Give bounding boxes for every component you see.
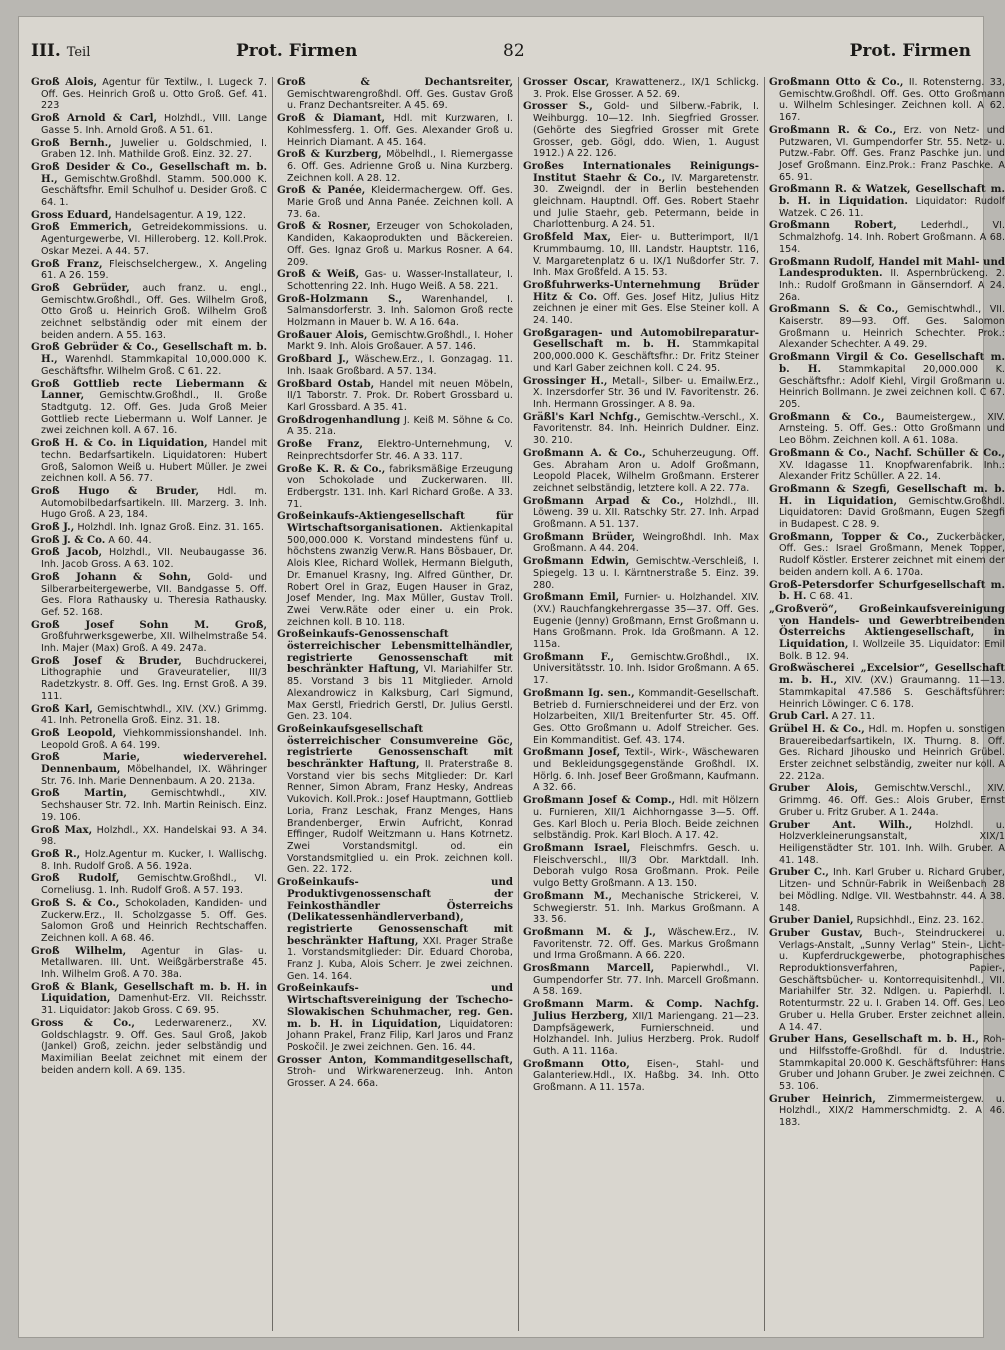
firm-details: J. Keiß M. Söhne & Co. A 35. 21a. [287,414,513,438]
directory-entry [277,354,513,377]
firm-details: Viehkommissionshandel. Inh. Leopold Groß. A 64. 199. [41,727,267,751]
firm-details: II. Rotensterng. 33, Gemischtw.Großhdl. Off. Ges. Otto Großmann u. Wilhelm Schlesinger. Zeichnen koll. A 62. 167. [779,77,1005,124]
firm-name: Großeinkaufs- und Produktivgenossenschaft der Feinkosthändler Österreichs (Delikatessenhändlerverband), registrierte Genossenschaft mit beschränkter Haftung, [277,876,513,947]
firm-name: Große Franz, [277,438,363,451]
firm-name: Grosser Oscar, [523,76,610,88]
firm-details: A 60. 44. [108,534,152,546]
firm-name: Groß Rudolf, [31,872,120,885]
firm-name: Groß Leopold, [31,726,117,739]
firm-details: Gemischtw.-Verschleiß, I. Spiegelg. 13 u. I. Kärntnerstraße 5. Einz. 39. 280. [533,556,759,591]
firm-name: Groß Marie, wiederverehel. Dennenbaum, [31,751,267,776]
directory-entry [277,269,513,292]
directory-entry [523,232,759,279]
firm-name: Großmann M., [523,889,612,902]
directory-entry [523,688,759,747]
firm-name: Große K. R. & Co., [277,462,386,475]
directory-entry [523,101,759,160]
directory-entry [769,711,1005,723]
directory-entry [769,77,1005,124]
firm-details: IV. Margaretenstr. 30. Zweigndl. der in Berlin bestehenden gleichnam. Hauptndl. Off. Ges. Robert Staehr und Julie Staehr, geb. Petermann, beide in Charlottenburg. A 24. 51. [533,172,759,231]
firm-name: Gruber Ant. Wilh., [769,818,913,831]
firm-details: Gemischtwhdl., XIV. Sechshauser Str. 72. Inh. Martin Reinisch. Einz. 19. 106. [41,788,267,823]
firm-details: Rupsichhdl., Einz. 23. 162. [856,915,984,927]
firm-name: Großmann A. & Co., [523,446,646,459]
firm-details: Aktienkapital 500,000.000 K. Vorstand mindestens fünf u. höchstens zwanzig Verw.R. Hans Bösbauer, Dr. Alois Klee, Richard Wollek, Hermann Bielguth, Dr. Emanuel Krasny, Ing. Alfred Günther, Dr. Robert Orel in Graz, Eugen Hauser in Graz, Josef Mender, Ing. Max Müller, Gustav Troll. Zwei Verw.Räte oder einer u. ein Prok. zeichnen koll. B 10. 118. [287,523,513,628]
firm-details: Elektro-Unternehmung, V. Reinprechtsdorfer Str. 46. A 33. 117. [287,439,513,462]
firm-name: Groß J. & Co. [31,533,106,546]
firm-name: Großmann Edwin, [523,555,630,568]
directory-entry [31,788,267,823]
directory-entry [523,280,759,327]
firm-details: Buchdruckerei, Lithographie und Graveuratelier, III/3 Radetzkystr. 8. Off. Ges. Ing. Ernst Groß. A 39. 111. [41,655,267,702]
directory-entry [31,222,267,257]
firm-details: Holzhdl. u. Holzverkleinerungsanstalt, XIX/1 Heiligenstädter Str. 101. Inh. Wilh. Gruber. A 41. 148. [779,819,1005,866]
firm-details: Großfuhrwerksgewerbe, XII. Wilhelmstraße 54. Inh. Majer (Max) Groß. A 49. 247a. [41,631,267,655]
directory-entry [523,376,759,411]
column-rule [272,77,273,1331]
firm-details: Holzhdl., VII. Neubaugasse 36. Inh. Jacob Gross. A 63. 102. [41,547,267,571]
firm-name: Großmann Josef, [523,746,621,759]
firm-name: Groß Josef Sohn M. Groß, [31,618,267,631]
directory-entry [31,486,267,521]
firm-details: Getreidekommissions. u. Agenturgewerbe, VI. Hilleroberg. 12. Koll.Prok. Oskar Mezei. A 44. 57. [41,222,267,257]
firm-name: Groß R., [31,848,81,860]
firm-details: Liquidator: Rudolf Watzek. C 26. 11. [779,196,1005,219]
directory-entry [523,328,759,375]
firm-name: Großmann Otto, [523,1057,630,1070]
firm-details: VI. Mariahilfer Str. 85. Vorstand 3 bis 11 Mitglieder. Arnold Alexandrowicz in Kalksburg, Carl Sigmund, Max Gerstl, Friedrich Gerstl, Dr. Julius Gerstl. Gen. 23. 104. [287,664,513,723]
directory-entry [769,783,1005,818]
firm-name: Großmann R. & Watzek, Gesellschaft m. b. H. in Liquidation. [769,183,1005,208]
firm-name: Großfeld Max, [523,231,611,244]
directory-entry [277,185,513,220]
directory-entry [523,795,759,842]
firm-details: Warenhandel, I. Salmansdorferstr. 3. Inh. Salomon Groß recte Holzmann in Mauer b. W. A 16. 64a. [287,293,513,329]
directory-entry [523,927,759,962]
firm-details: Wäschew.Erz., IV. Favoritenstr. 72. Off. Ges. Markus Großmann und Irma Großmann. A 66. 220. [533,926,759,962]
firm-name: Groß J., [31,521,75,534]
firm-name: Großeinkaufs- und Wirtschaftsvereinigung der Tschecho-Slowakischen Schuhmacher, reg. Gen. m. b. H. in Liquidation, [277,982,513,1030]
firm-details: Stammkapital 200,000.000 K. Geschäftsfhr.: Dr. Fritz Steiner und Karl Gaber zeichnen koll. C 24. 95. [533,339,759,374]
firm-details: Warenhdl. Stammkapital 10,000.000 K. Geschäftsfhr. Wilhelm Groß. C 61. 22. [41,354,267,377]
directory-entry [277,77,513,112]
directory-entry [769,304,1005,351]
column-1 [31,77,267,1331]
entry-columns [31,76,1005,1331]
directory-entry [31,547,267,570]
firm-details: Textil-, Wirk-, Wäschewaren und Bekleidungsgegenstände Großhdl. IX. Hörlg. 6. Inh. Josef Beer Großmann, Kaufmann. A 32. 66. [533,747,759,794]
firm-details: Erz. von Netz- und Putzwaren, VI. Gumpendorfer Str. 55. Netz- u. Putzw.-Fabr. Off. Ges. Franz Paschke jun. und Josef Großmann. Einz.Prok.: Franz Paschke. A 65. 91. [779,124,1005,183]
directory-entry [523,412,759,447]
firm-name: Groß & Dechantsreiter, [277,76,513,88]
firm-details: Juwelier u. Goldschmied, I. Graben 12. Inh. Mathilde Groß. Einz. 32. 27. [41,137,267,161]
firm-name: Großeinkaufs-Aktiengesellschaft für Wirtschaftsorganisationen. [277,510,513,535]
firm-details: A 27. 11. [831,711,875,723]
firm-details: XV. Idagasse 11. Knopfwarenfabrik. Inh.: Alexander Fritz Schüller. A 22. 14. [779,459,1005,483]
directory-entry [769,820,1005,867]
directory-entry [769,448,1005,483]
firm-details: Gemischtw.Großhdl., II. Große Stadtgutg. 12. Off. Ges. Juda Groß Meier Gottlieb recte Liebermann u. Wolf Lanner. Je zwei zeichnen koll. A 67. 16. [41,390,267,437]
firm-details: Holzhdl., XX. Handelskai 93. A 34. 98. [41,824,267,848]
firm-name: Groß Alois, [31,76,98,88]
directory-entry [31,898,267,945]
firm-details: Mechanische Strickerei, V. Schwegierstr. 51. Inh. Markus Großmann. A 33. 56. [533,890,759,926]
firm-details: Möbelhdl., I. Riemergasse 6. Off. Ges. Adrienne Groß u. Nina Kurzberg. Zeichnen koll. A 28. 12. [287,149,513,184]
firm-name: Großmann Emil, [523,591,620,604]
directory-entry [769,867,1005,914]
firm-name: Großmann Robert, [769,219,897,232]
directory-entry [31,656,267,703]
firm-details: Gemischtw.-Verschl., X. Favoritenstr. 84. Inh. Heinrich Duldner. Einz. 30. 210. [533,411,759,447]
firm-name: Groß & Blank, Gesellschaft m. b. H. in Liquidation, [31,980,267,1005]
firm-name: Großmann F., [523,650,615,663]
directory-entry [31,620,267,655]
directory-entry [523,652,759,687]
firm-details: Fleischselchergew., X. Angeling 61. A 26. 159. [41,258,267,282]
directory-entry [277,464,513,511]
firm-details: I. Wollzeile 35. Liquidator: Emil Bolk. B 12. 94. [779,639,1005,662]
directory-entry [31,825,267,848]
firm-details: Holz.Agentur m. Kucker, I. Wallischg. 8. Inh. Rudolf Groß. A 56. 192a. [41,849,267,872]
firm-name: Groß & Rosner, [277,220,371,233]
firm-details: Lederwarenerz., XV. Goldschlagstr. 9. Off. Ges. Saul Groß, Jakob (Jankel) Groß, zeichn. jeder selbständig und Maximilian Beelat zeichnet mit einem der beiden andern koll. A 69. 135. [41,1017,267,1076]
firm-name: Großdrogenhandlung [277,413,401,426]
firm-details: Eier- u. Butterimport, II/1 Krummbaumg. 10, III. Landstr. Hauptstr. 116, V. Margaretenplatz 6 u. IX/1 Nußdorfer Str. 7. Inh. Max Großfeld. A 15. 53. [533,232,759,279]
section-label [31,41,90,61]
firm-name: Groß-Holzmann S., [277,292,403,305]
firm-name: Großmann Rudolf, Handel mit Mahl- und Landesprodukten. [769,255,1005,280]
firm-details: Stammkapital 20,000.000 K. Geschäftsfhr.: Adolf Kiehl, Virgil Großmann u. Heinrich Bollmann. Je zwei zeichnen koll. C 67. 205. [779,363,1005,410]
firm-details: Kommandit-Gesellschaft. Betrieb d. Furnierschneiderei und der Erz. von Holzarbeiten, XII/1 Breitenfurter Str. 45. Off. Ges. Otto Großmann u. Adolf Streicher. Ges. Ein Kommanditist. Gef. 43. 174. [533,687,759,746]
firm-details: Gemischtwhdl., XIV. (XV.) Grimmg. 41. Inh. Petronella Groß. Einz. 31. 18. [41,703,267,727]
directory-entry [769,484,1005,531]
directory-entry [31,728,267,751]
firm-name: Groß S. & Co., [31,896,120,909]
firm-name: Groß Wilhelm, [31,944,127,957]
directory-entry [769,580,1005,603]
firm-details: Handelsagentur. A 19, 122. [114,209,246,221]
directory-entry [769,928,1005,1033]
firm-details: Gemischtw.Großhdl. Stamm. 500.000 K. Geschäftsfhr. Emil Schulhof u. Desider Groß. C 64. 1. [41,173,267,209]
directory-entry [769,257,1005,304]
firm-name: Gruber Heinrich, [769,1092,876,1105]
firm-name: Groß & Kurzberg, [277,148,382,161]
directory-entry [31,283,267,342]
firm-name: Großmann Virgil & Co. Gesellschaft m. b. H. [769,351,1005,375]
firm-name: Groß Josef & Bruder, [31,654,182,667]
directory-entry [277,294,513,329]
firm-details: Gold- und Silberw.-Fabrik, I. Weihburgg. 10—12. Inh. Siegfried Grosser. (Gehörte des Siegfried Grosser mit Grete Grosser, geb. Gögl, ddo. Wien, 1. August 1912.) A 22. 126. [533,101,759,160]
directory-entry [31,704,267,727]
firm-name: Grosßmann Marcell, [523,962,655,975]
firm-name: Großmann S. & Co., [769,303,899,316]
firm-details: Kleidermachergew. Off. Ges. Marie Groß und Anna Panée. Zeichnen koll. A 73. 6a. [287,185,513,220]
firm-name: Groß Johann & Sohn, [31,570,192,583]
directory-entry [31,77,267,112]
running-title-left: Prot. Firmen [236,41,358,61]
firm-name: Gross Eduard, [31,208,112,221]
firm-name: Großauer Alois, [277,328,368,341]
directory-entry [277,221,513,268]
directory-entry [277,511,513,628]
firm-name: Großmann & Szegfi, Gesellschaft m. b. H. in Liquidation, [769,482,1005,507]
directory-entry [31,752,267,787]
column-2 [277,77,513,1331]
firm-name: Groß & Panée, [277,184,366,197]
firm-details: Wäschew.Erz., I. Gonzagag. 11. Inh. Isaak Großbard. A 57. 134. [287,354,513,377]
directory-entry [31,379,267,438]
firm-name: Groß Bernh., [31,136,112,149]
firm-name: Groß Hugo & Bruder, [31,484,200,497]
firm-details: Fleischmfrs. Gesch. u. Fleischverschl., III/3 Obr. Marktdall. Inh. Deborah vulgo Rosa Großmann. Prok. Peile vulgo Betty Großmann. A 13. 150. [533,843,759,890]
firm-details: auch franz. u. engl., Gemischtw.Großhdl., Off. Ges. Wilhelm Groß, Otto Groß u. Heinrich Groß. Wilhelm Groß zeichnet selbständig oder mit einem der beiden andern. A 55. 163. [41,282,267,341]
firm-details: Gemischtw.Großhdl. Liquidatoren: David Großmann, Eugen Szegfi in Budapest. C 28. 9. [779,495,1005,531]
firm-details: Gold- und Silberarbeitergewerbe, VII. Bandgasse 5. Off. Ges. Flora Rathausky u. Theresia Rathausky. Gef. 52. 168. [41,571,267,618]
firm-details: Erzeuger von Schokoladen, Kandiden, Kakaoprodukten und Bäckereien. Off. Ges. Ignaz Groß u. Markus Rosner. A 64. 209. [287,221,513,268]
directory-entry [523,747,759,794]
firm-name: Groß Karl, [31,702,93,715]
directory-entry [31,849,267,872]
directory-entry [277,330,513,353]
section-word: Teil [66,45,91,60]
firm-details: Zimmermeistergew. u. Holzhdl., XIX/2 Hammerschmidtg. 2. A 46. 183. [779,1093,1005,1129]
firm-name: Großmann Otto & Co., [769,76,904,88]
firm-name: Groß Franz, [31,257,103,270]
firm-details: XXI. Prager Straße 1. Vorstandsmitglieder: Dir. Eduard Choroba, Franz J. Kuba, Alois Scherr. Je zwei zeichnen. Gen. 14. 164. [287,935,513,982]
column-3 [523,77,759,1331]
directory-entry [769,184,1005,219]
firm-name: Großmann Brüder, [523,530,636,543]
firm-details: Agentur in Glas- u. Metallwaren. III. Unt. Weißgärberstraße 45. Inh. Wilhelm Groß. A 70. 38a. [41,945,267,981]
firm-details: Gemischtwarengroßhdl. Off. Ges. Gustav Groß u. Franz Dechantsreiter. A 45. 69. [287,88,513,112]
firm-name: Großmann & Co., Nachf. Schüller & Co., [769,446,1005,459]
directory-entry [277,415,513,438]
firm-details: Gemischtw.Großhdl., IX. Universitätsstr. 10. Inh. Isidor Großmann. A 65. 17. [533,651,759,687]
firm-details: Gemischtw.Großhdl., VI. Corneliusg. 1. Inh. Rudolf Groß. A 57. 193. [41,873,267,897]
firm-details: Roh- und Hilfsstoffe-Großhdl. für d. Industrie. Stammkapital 20.000 K. Geschäftsführer: Hans Gruber und Johann Gruber. Je zwei zeichnen. C 53. 106. [779,1034,1005,1093]
firm-details: XII/1 Mariengang. 21—23. Dampfsägewerk, Furnierschneid. und Holzhandel. Inh. Julius Herzberg. Prok. Rudolf Guth. A 11. 116a. [533,1010,759,1057]
directory-entry [277,113,513,148]
directory-entry [277,724,513,876]
firm-details: Holzhdl., III. Löweng. 39 u. XII. Ratschky Str. 27. Inh. Arpad Großmann. A 51. 137. [533,495,759,531]
directory-entry [31,572,267,619]
firm-name: Großmann Marm. & Comp. Nachfg. Julius Herzberg, [523,998,759,1022]
directory-entry [277,983,513,1053]
directory-entry [769,412,1005,447]
firm-details: Gemischtw.Verschl., XIV. Grimmg. 46. Off. Ges.: Alois Gruber, Ernst Gruber u. Fritz Gruber. A 1. 244a. [779,783,1005,818]
firm-name: Groß H. & Co. in Liquidation, [31,437,208,450]
firm-name: Gruber C., [769,866,829,879]
directory-entry [523,891,759,926]
firm-name: Großmann Arpad & Co., [523,494,684,507]
firm-details: Möbelhandel, IX. Währinger Str. 76. Inh. Marie Dennenbaum. A 20. 213a. [41,764,267,787]
firm-details: Hdl. mit Hölzern u. Furnieren, XII/1 Aichhorngasse 3—5. Off. Ges. Karl Bloch u. Peria Bloch. Beide zeichnen selbständig. Prok. Karl Bloch. A 17. 42. [533,795,759,842]
directory-entry [277,629,513,723]
firm-details: Baumeistergew., XIV. Arnsteing. 5. Off. Ges.: Otto Großmann und Leo Böhm. Zeichnen koll. A 61. 108a. [779,411,1005,447]
firm-name: Groß Arnold & Carl, [31,112,158,125]
firm-details: Papierwhdl., VI. Gumpendorfer Str. 77. Inh. Marcell Großmann. A 58. 169. [533,963,759,998]
firm-name: Großmann & Co., [769,410,885,423]
firm-details: Liquidatoren: Johann Prakel, Franz Filip, Karl Jaros und Franz Poskočil. Je zwei zeichnen. Gen. 16. 44. [287,1018,513,1053]
firm-details: Agentur für Textilw., I. Lugeck 7. Off. Ges. Heinrich Groß u. Otto Groß. Gef. 41. 223 [41,77,268,112]
firm-details: fabriksmäßige Erzeugung von Schokolade und Zuckerwaren. III. Erdbergstr. 131. Inh. Karl Richard Große. A 33. 71. [287,463,513,510]
firm-details: Handel mit techn. Bedarfsartikeln. Liquidatoren: Hubert Groß, Salomon Weiß u. Hubert Müller. Je zwei zeichnen koll. A 56. 77. [41,438,267,485]
firm-name: Gruber Gustav, [769,926,863,939]
firm-name: Groß Gebrüder, [31,281,130,294]
directory-page [18,16,1005,1338]
firm-name: Großeinkaufs-Genossenschaft österreichischer Lebensmittelhändler, registrierte Genossenschaft mit beschränkter Haftung, [277,628,513,676]
directory-entry [277,439,513,462]
firm-name: „Großverö“, Großeinkaufsvereinigung von Handels- und Gewerbtreibenden Österreichs Aktiengesellschaft, in Liquidation, [769,602,1005,651]
directory-entry [769,604,1005,663]
firm-name: Großmann Josef & Comp., [523,794,676,807]
directory-entry [31,535,267,547]
directory-entry [31,210,267,222]
directory-entry [769,724,1005,783]
firm-name: Grosser Anton, Kommanditgesellschaft, [277,1053,513,1066]
firm-details: Eisen-, Stahl- und Galanteriew.Hdl., IX. Haßbg. 34. Inh. Otto Großmann. A 11. 157a. [533,1058,759,1094]
firm-details: Schokoladen, Kandiden- und Zuckerw.Erz., II. Scholzgasse 5. Off. Ges. Salomon Groß und Heinrich Rechtschaffen. Zeichnen koll. A 68. 46. [41,897,267,944]
directory-entry [769,915,1005,927]
directory-entry [31,982,267,1017]
running-title-right: Prot. Firmen [849,41,971,61]
firm-details: Inh. Karl Gruber u. Richard Gruber, Litzen- und Schnür-Fabrik in Weißenbach 28 bei Mödling. Ndlge. VII. Westbahnstr. 44. A 38. 148. [779,867,1005,914]
directory-entry [523,999,759,1058]
firm-details: Holzhdl., VIII. Lange Gasse 5. Inh. Arnold Groß. A 51. 61. [41,113,267,136]
firm-details: Hdl. m. Hopfen u. sonstigen Brauereibedarfsartikeln, IX. Thurng. 8. Off. Ges. Richard Jihousko und Heinrich Grübel. Erster zeichnet selbständig, zweiter nur koll. A 22. 212a. [779,723,1005,782]
firm-name: Groß Gottlieb recte Liebermann & Lanner, [31,377,267,402]
column-4 [769,77,1005,1331]
firm-name: Gross & Co., [31,1016,135,1029]
section-numeral: III. [31,41,61,61]
directory-entry [277,379,513,414]
directory-entry [277,877,513,982]
firm-name: Gruber Hans, Gesellschaft m. b. H., [769,1033,979,1046]
directory-entry [523,496,759,531]
directory-entry [523,963,759,998]
firm-name: Großmann Israel, [523,842,631,854]
directory-entry [523,592,759,651]
directory-entry [769,663,1005,710]
firm-details: Weingroßhdl. Inh. Max Großmann. A 44. 204. [533,531,759,555]
directory-entry [523,556,759,591]
firm-details: Hdl. m. Automobilbedarfsartikeln. III. Marzerg. 3. Inh. Hugo Groß. A 23, 184. [41,485,267,521]
directory-entry [523,448,759,495]
firm-name: Groß Jacob, [31,546,103,559]
firm-name: Grosser S., [523,100,593,113]
firm-details: Metall-, Silber- u. Emailw.Erz., X. Inzersdorfer Str. 36 und IV. Favoritenstr. 26. Inh. Hermann Grossinger. A 8. 9a. [533,375,759,410]
firm-details: Gas- u. Wasser-Installateur, I. Schottenring 22. Inh. Hugo Weiß. A 58. 221. [287,269,513,292]
firm-details: XIV. (XV.) Graumanng. 11—13. Stammkapital 47.586 S. Geschäftsführer: Heinrich Löwinger. C 6. 178. [779,675,1005,710]
directory-entry [769,220,1005,255]
directory-entry [769,1034,1005,1093]
firm-details: Furnier- u. Holzhandel. XIV. (XV.) Rauchfangkehrergasse 35—37. Off. Ges. Eugenie (Jenny) Großmann, Ernst Großmann u. Hans Großmann. Prok. Ida Großmann. A 12. 115a. [533,592,759,651]
directory-entry [31,162,267,209]
firm-name: Groß Martin, [31,787,127,800]
firm-name: Großgaragen- und Automobilreparatur-Gesellschaft m. b. H. [523,326,759,351]
firm-name: Groß & Diamant, [277,112,386,125]
firm-details: Buch-, Steindruckerei u. Verlags-Anstalt, „Sunny Verlag“ Stein-, Licht- u. Kupferdruckgewerbe, photographisches Reproduktionsverfahren, Papier-, Geschäftsbücher- u. Kontorrequisitenhdl., VII. Mariahilfer Str. 32. Ndlgen. u. Papierhdl. I. Rotenturmstr. 22 u. I. Graben 14. Off. Ges. Leo Gruber u. Hella Gruber. Erster zeichnet allein. A 14. 47. [779,927,1005,1033]
firm-details: Gemischtwhdl., VII. Kaiserstr. 89—93. Off. Ges. Salomon Großmann u. Heinrich Schechter. Prok.: Alexander Schechter. A 49. 29. [779,304,1005,351]
firm-name: Großmann Ig. sen., [523,686,635,699]
firm-details: Lederhdl., VI. Schmalzhofg. 14. Inh. Robert Großmann. A 68. 154. [779,220,1005,255]
firm-name: Großwäscherei „Excelsior“, Gesellschaft m. b. H., [769,662,1005,687]
firm-name: Gruber Daniel, [769,914,854,927]
directory-entry [31,946,267,981]
firm-details: II. Praterstraße 8. Vorstand vier bis sechs Mitglieder: Dr. Karl Renner, Simon Abram, Franz Hesky, Andreas Vukovich. Koll.Prok.: Josef Hauptmann, Gottlieb Loria, Franz Leschak, Franz Menges, Hans Brandenberger, Erwin Aufricht, Konrad Effinger, Rudolf Weitzmann u. Hans Kotrnetz. Zwei Vorstandsmitgl. od. ein Vorstandsmitglied u. ein Prok. zeichnen koll. Gen. 22. 172. [287,759,513,876]
column-rule [518,77,519,1331]
firm-details: Damenhut-Erz. VII. Reichsstr. 31. Liquidator: Jakob Gross. C 69. 95. [41,993,267,1017]
directory-entry [523,1059,759,1094]
firm-name: Gruber Alois, [769,782,859,795]
directory-entry [523,77,759,100]
directory-entry [31,138,267,161]
firm-name: Großbard Ostab, [277,377,375,390]
firm-name: Grub Carl. [769,710,829,723]
firm-details: Handel mit neuen Möbeln, II/1 Taborstr. 7. Prok. Dr. Robert Grossbard u. Karl Grossbard. A 35. 41. [287,378,513,413]
firm-details: Zuckerbäcker, Off. Ges.: Israel Großmann, Menek Topper, Rudolf Köstler. Ersterer zeichnet mit einem der beiden andern koll. A 6. 170a. [779,531,1005,578]
firm-name: Groß Max, [31,823,93,836]
firm-details: Stroh- und Wirkwarenerzeug. Inh. Anton Grosser. A 24. 66a. [287,1066,513,1090]
directory-entry [31,522,267,534]
firm-details: C 68. 41. [809,591,853,603]
firm-name: Groß-Petersdorfer Schurfgesellschaft m. b. H. [769,578,1005,603]
firm-name: Großbard J., [277,353,350,366]
directory-entry [31,342,267,377]
firm-details: Off. Ges. Josef Hitz, Julius Hitz zeichnen je einer mit Ges. Else Steiner koll. A 24. 140. [533,291,759,327]
directory-entry [523,532,759,555]
directory-entry [769,532,1005,579]
page-number: 82 [503,41,525,61]
firm-name: Großeinkaufsgesellschaft österreichischer Consumvereine Göc, registrierte Genossenschaft mit beschränkter Haftung, [277,722,513,771]
directory-entry [277,149,513,184]
directory-entry [31,113,267,136]
firm-details: Gemischtw.Großhdl., I. Hoher Markt 9. Inh. Alois Großauer. A 57. 146. [287,329,513,353]
directory-entry [769,352,1005,411]
firm-name: Groß Emmerich, [31,221,132,234]
directory-entry [769,125,1005,184]
directory-entry [31,259,267,282]
firm-name: Großes Internationales Reinigungs-Institut Staehr & Co., [523,159,759,184]
firm-name: Groß Gebrüder & Co., Gesellschaft m. b. H., [31,341,267,366]
directory-entry [769,1094,1005,1129]
firm-name: Großmann M. & J., [523,925,656,938]
firm-name: Großmann R. & Co., [769,123,897,136]
page-header [31,41,971,71]
firm-name: Groß & Weiß, [277,268,360,281]
directory-entry [31,1018,267,1077]
firm-details: Krawattenerz., IX/1 Schlickg. 3. Prok. Else Grosser. A 52. 69. [533,77,759,100]
firm-details: Schuherzeugung. Off. Ges. Abraham Aron u. Adolf Großmann, Leopold Placek, Wilhelm Großmann. Ersterer zeichnet selbständig, letztere koll. A 22. 77a. [533,447,759,494]
directory-entry [31,438,267,485]
firm-name: Grossinger H., [523,374,608,387]
firm-details: II. Aspernbrückeng. 2. Inh.: Rudolf Großmann in Gänserndorf. A 24. 26a. [779,268,1005,303]
directory-entry [31,873,267,896]
directory-entry [523,161,759,231]
directory-entry [277,1055,513,1090]
firm-name: Großfuhrwerks-Unternehmung Brüder Hitz & Co. [523,278,759,303]
directory-entry [523,843,759,890]
firm-name: Groß Desider & Co., Gesellschaft m. b. H., [31,160,267,185]
firm-details: Holzhdl. Inh. Ignaz Groß. Einz. 31. 165. [77,522,264,534]
column-rule [764,77,765,1331]
firm-name: Großmann, Topper & Co., [769,530,929,543]
firm-name: Gräßl's Karl Nchfg., [523,410,641,423]
firm-details: Hdl. mit Kurzwaren, I. Kohlmessferg. 1. Off. Ges. Alexander Groß u. Heinrich Diamant. A 45. 164. [287,113,513,148]
firm-name: Grübel H. & Co., [769,722,865,735]
